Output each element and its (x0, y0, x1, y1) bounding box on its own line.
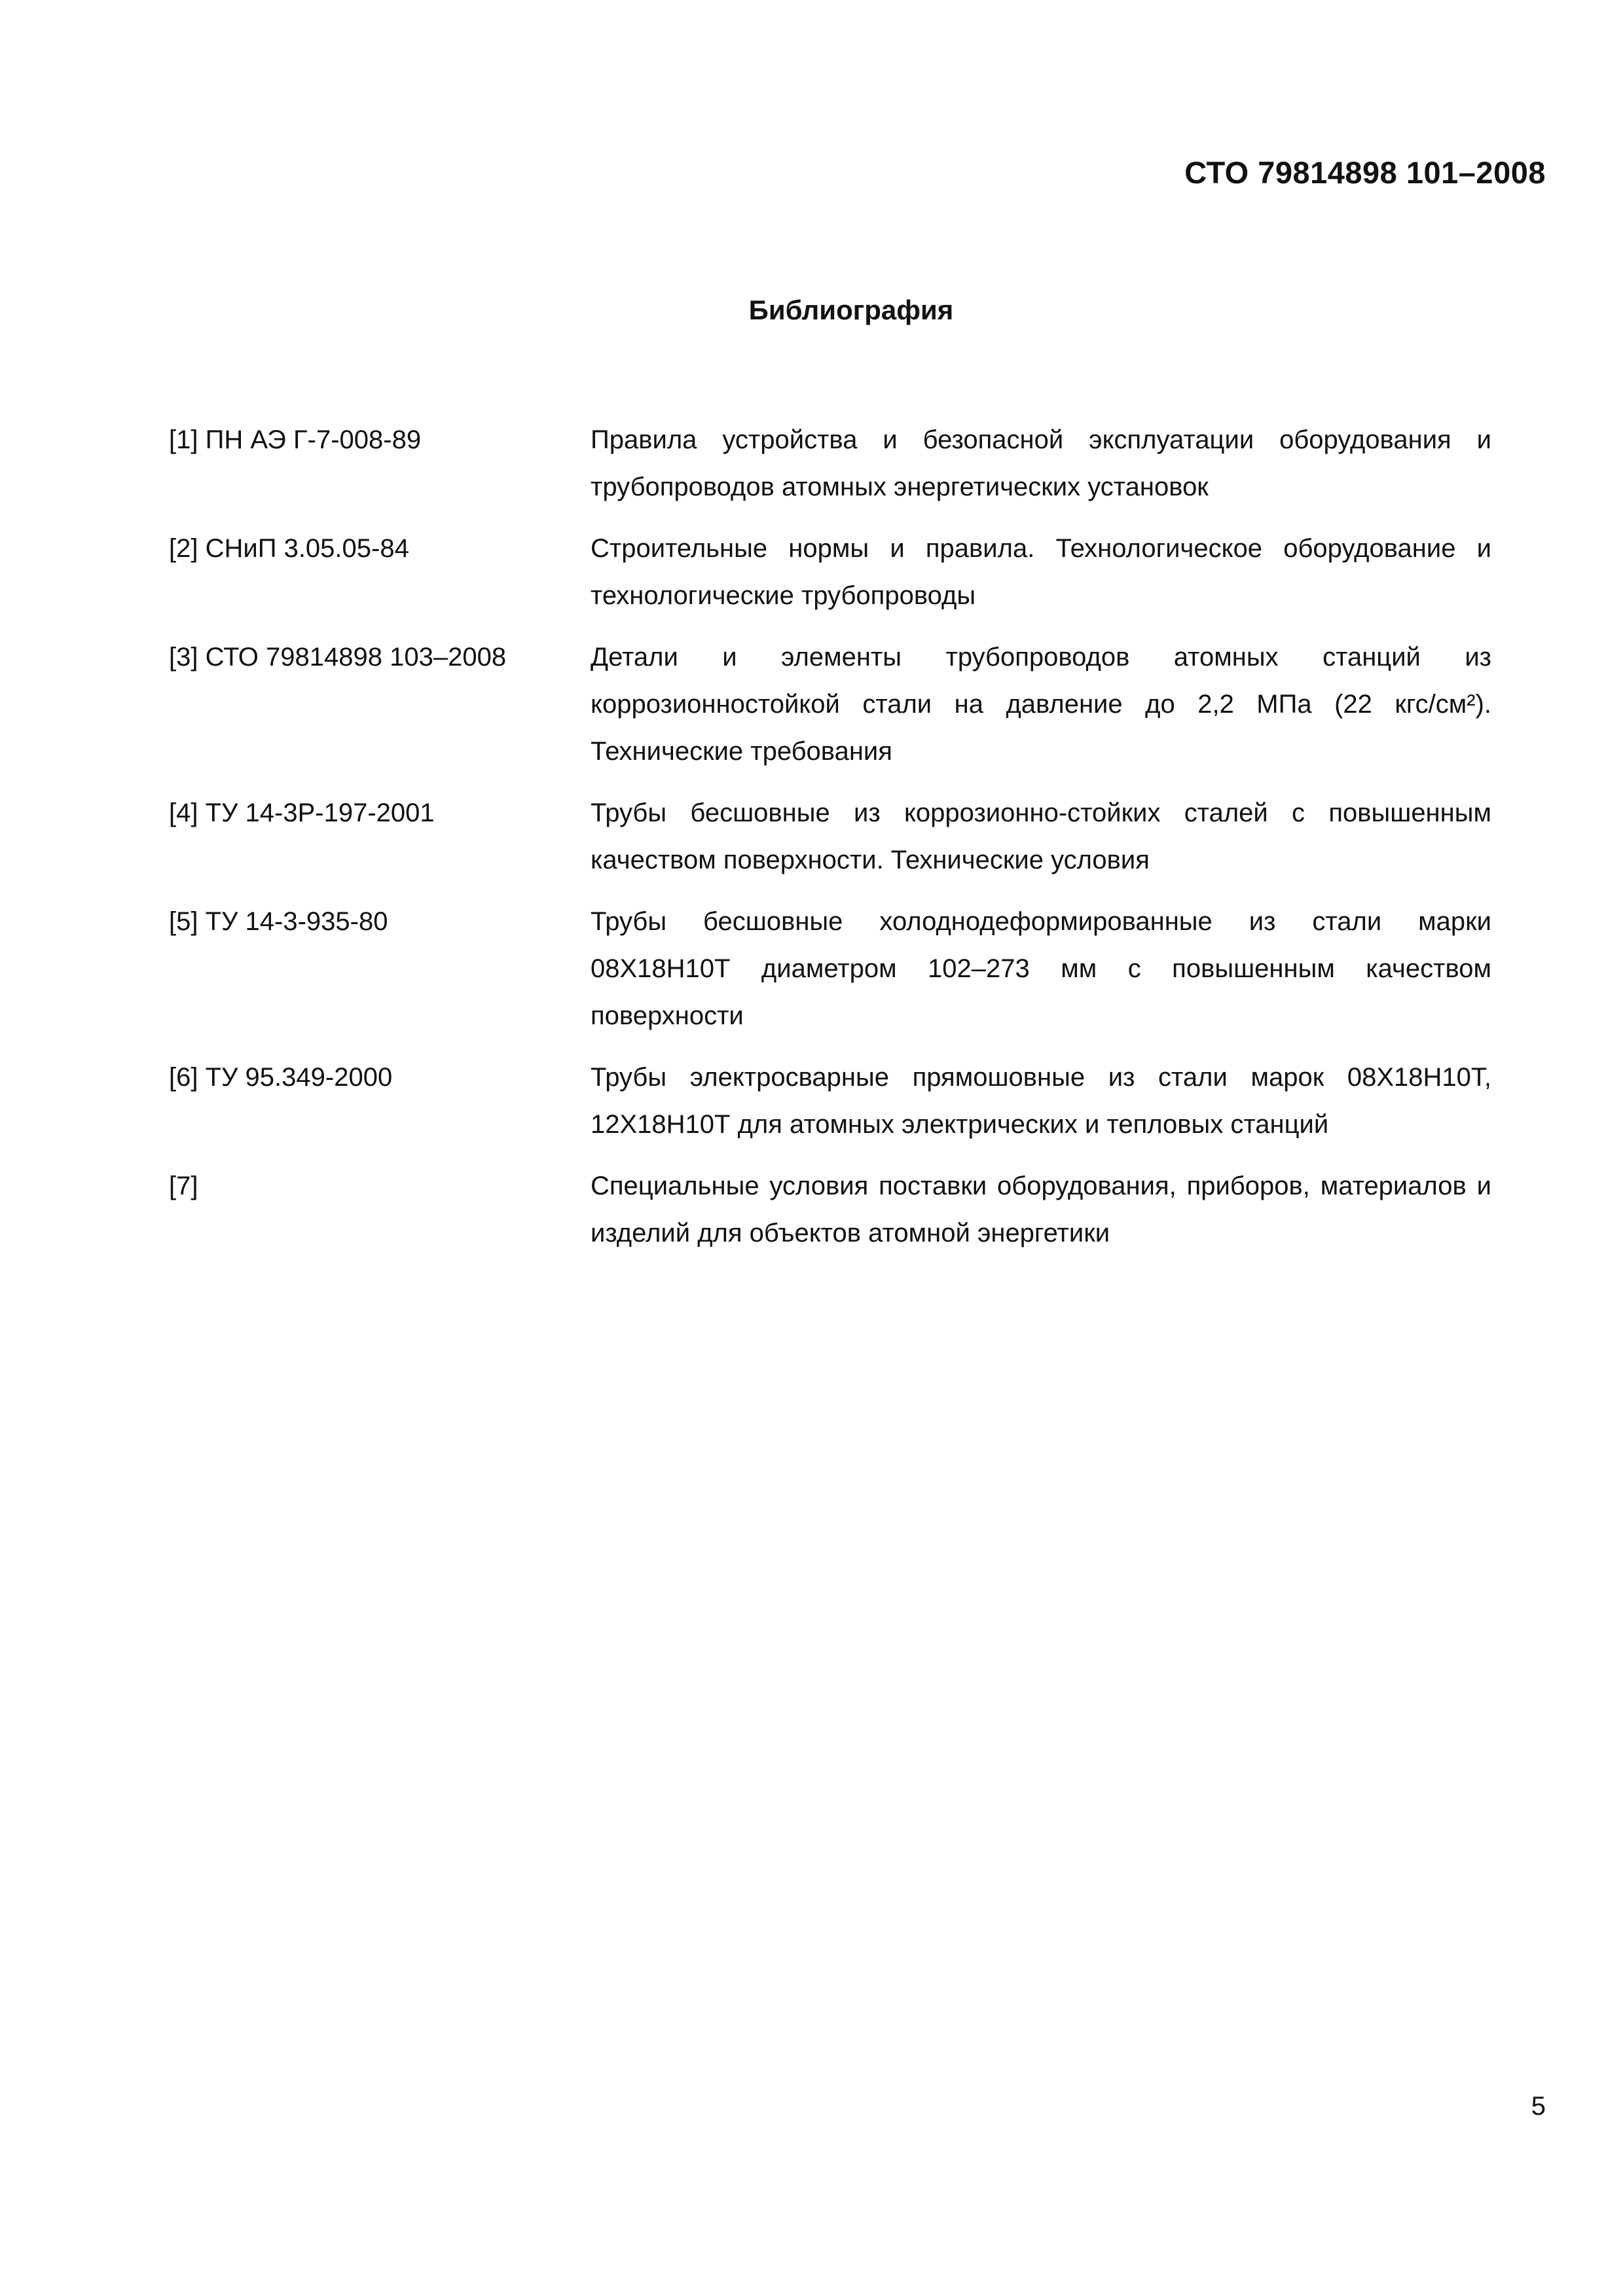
document-code: СТО 79814898 101–2008 (1184, 155, 1546, 190)
page-number: 5 (1531, 2092, 1546, 2121)
bibliography-description: Правила устройства и безопасной эксплуатации оборудования и трубопроводов атомных энергетических установок (591, 425, 1491, 501)
bibliography-description: Детали и элементы трубопроводов атомных станций из коррозионностойкой стали на давление до 2,2 МПа (22 кгс/см²). Технические требования (591, 643, 1491, 766)
bibliography-entry (169, 898, 1491, 1039)
bibliography-description: Трубы бесшовные из коррозионно-стойких сталей с повышенным качеством поверхности. Технические условия (591, 798, 1491, 874)
bibliography-reference: [3] СТО 79814898 103–2008 (169, 643, 507, 672)
bibliography-description: Трубы электросварные прямошовные из стали марок 08Х18Н10Т, 12Х18Н10Т для атомных электрических и тепловых станций (591, 1063, 1491, 1139)
section-title: Библиография (748, 295, 954, 325)
bibliography-description: Специальные условия поставки оборудования, приборов, материалов и изделий для объектов атомной энергетики (591, 1172, 1491, 1247)
bibliography-reference: [5] ТУ 14-3-935-80 (169, 907, 388, 936)
bibliography-description: Трубы бесшовные холоднодеформированные из стали марки 08Х18Н10Т диаметром 102–273 мм с повышенным качеством поверхности (591, 907, 1491, 1030)
bibliography-reference: [6] ТУ 95.349-2000 (169, 1063, 393, 1092)
bibliography-entry (169, 525, 1491, 619)
bibliography-reference: [7] (169, 1172, 198, 1200)
bibliography-entry (169, 416, 1491, 511)
bibliography-entry (169, 634, 1491, 775)
bibliography-list (169, 416, 1491, 1271)
bibliography-description: Строительные нормы и правила. Технологическое оборудование и технологические трубопроводы (591, 534, 1491, 610)
bibliography-reference: [4] ТУ 14-3Р-197-2001 (169, 798, 435, 827)
bibliography-reference: [1] ПН АЭ Г-7-008-89 (169, 425, 422, 454)
bibliography-reference: [2] СНиП 3.05.05-84 (169, 534, 409, 563)
bibliography-entry (169, 1054, 1491, 1148)
bibliography-entry (169, 789, 1491, 884)
bibliography-entry (169, 1162, 1491, 1257)
